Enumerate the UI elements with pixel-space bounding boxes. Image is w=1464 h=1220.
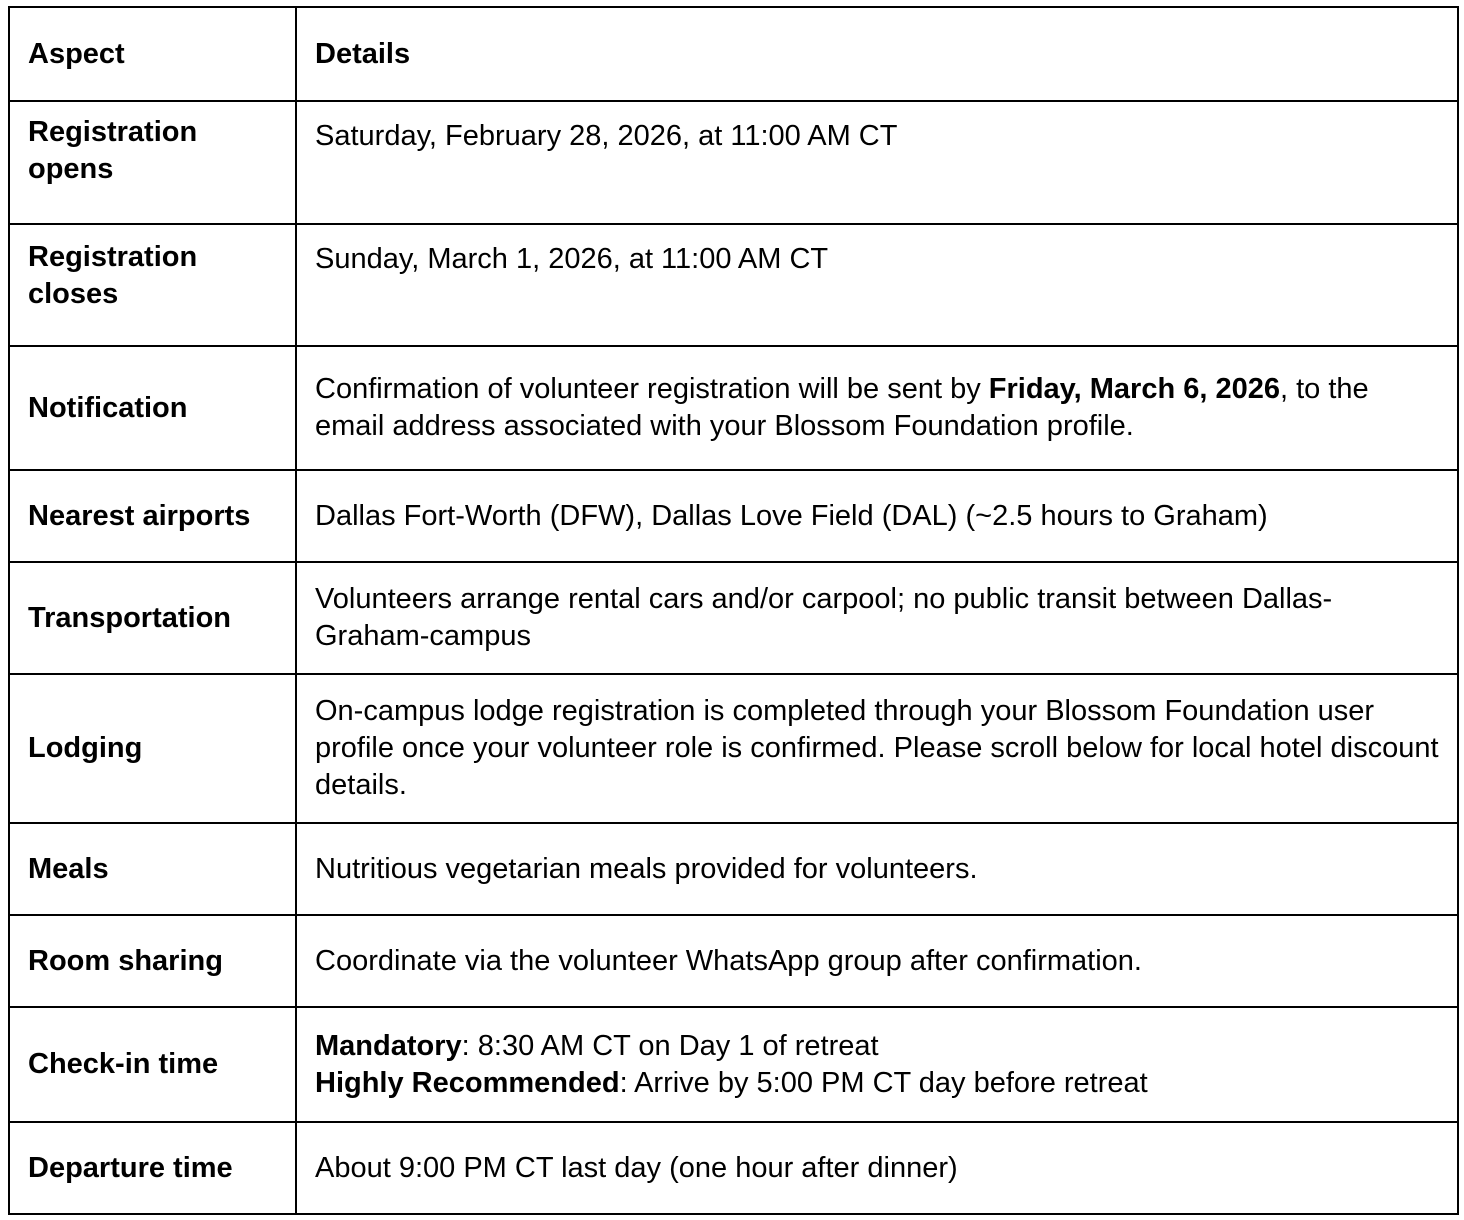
row-details-lodging: On-campus lodge registration is completed through your Blossom Foundation user profile once your volunteer role is confirmed. Please scroll below for local hotel discount details. xyxy=(296,674,1458,823)
row-details-room-sharing: Coordinate via the volunteer WhatsApp group after confirmation. xyxy=(296,915,1458,1007)
row-details-notification xyxy=(296,346,1458,470)
notification-text-post: , to the email address associated with your Blossom Foundation profile. xyxy=(315,373,1369,442)
header-aspect: Aspect xyxy=(9,7,296,101)
check-in-recommended-text: : Arrive by 5:00 PM CT day before retreat xyxy=(619,1066,1148,1099)
table-row xyxy=(9,346,1458,470)
table-row xyxy=(9,1007,1458,1122)
row-details-departure-time: About 9:00 PM CT last day (one hour after dinner) xyxy=(296,1122,1458,1214)
row-details-nearest-airports: Dallas Fort-Worth (DFW), Dallas Love Field (DAL) (~2.5 hours to Graham) xyxy=(296,470,1458,562)
row-aspect-transportation: Transportation xyxy=(9,562,296,674)
notification-text-pre: Confirmation of volunteer registration will be sent by xyxy=(315,373,989,405)
row-aspect-room-sharing: Room sharing xyxy=(9,915,296,1007)
row-details-meals: Nutritious vegetarian meals provided for volunteers. xyxy=(296,823,1458,915)
check-in-recommended-line xyxy=(315,1065,1441,1102)
logistics-table xyxy=(8,6,1459,1215)
table-row xyxy=(9,823,1458,915)
row-aspect-lodging: Lodging xyxy=(9,674,296,823)
table-row xyxy=(9,674,1458,823)
row-aspect-nearest-airports: Nearest airports xyxy=(9,470,296,562)
row-aspect-registration-closes: Registration closes xyxy=(9,224,296,346)
row-aspect-notification: Notification xyxy=(9,346,296,470)
table-row xyxy=(9,470,1458,562)
table-row xyxy=(9,915,1458,1007)
table-row xyxy=(9,224,1458,346)
row-aspect-departure-time: Departure time xyxy=(9,1122,296,1214)
row-aspect-registration-opens: Registration opens xyxy=(9,101,296,224)
table-header-row xyxy=(9,7,1458,101)
table-row xyxy=(9,1122,1458,1214)
header-details: Details xyxy=(296,7,1458,101)
check-in-mandatory-label: Mandatory xyxy=(315,1029,462,1062)
table-row xyxy=(9,562,1458,674)
row-details-registration-opens: Saturday, February 28, 2026, at 11:00 AM CT xyxy=(296,101,1458,224)
check-in-mandatory-line xyxy=(315,1028,1441,1065)
row-details-transportation: Volunteers arrange rental cars and/or carpool; no public transit between Dallas-Graham-campus xyxy=(296,562,1458,674)
row-aspect-check-in-time: Check-in time xyxy=(9,1007,296,1122)
table-row xyxy=(9,101,1458,224)
check-in-recommended-label: Highly Recommended xyxy=(315,1066,620,1099)
row-details-registration-closes: Sunday, March 1, 2026, at 11:00 AM CT xyxy=(296,224,1458,346)
row-details-check-in-time xyxy=(296,1007,1458,1122)
row-aspect-meals: Meals xyxy=(9,823,296,915)
check-in-mandatory-text: : 8:30 AM CT on Day 1 of retreat xyxy=(461,1029,879,1062)
notification-date: Friday, March 6, 2026 xyxy=(988,373,1280,405)
